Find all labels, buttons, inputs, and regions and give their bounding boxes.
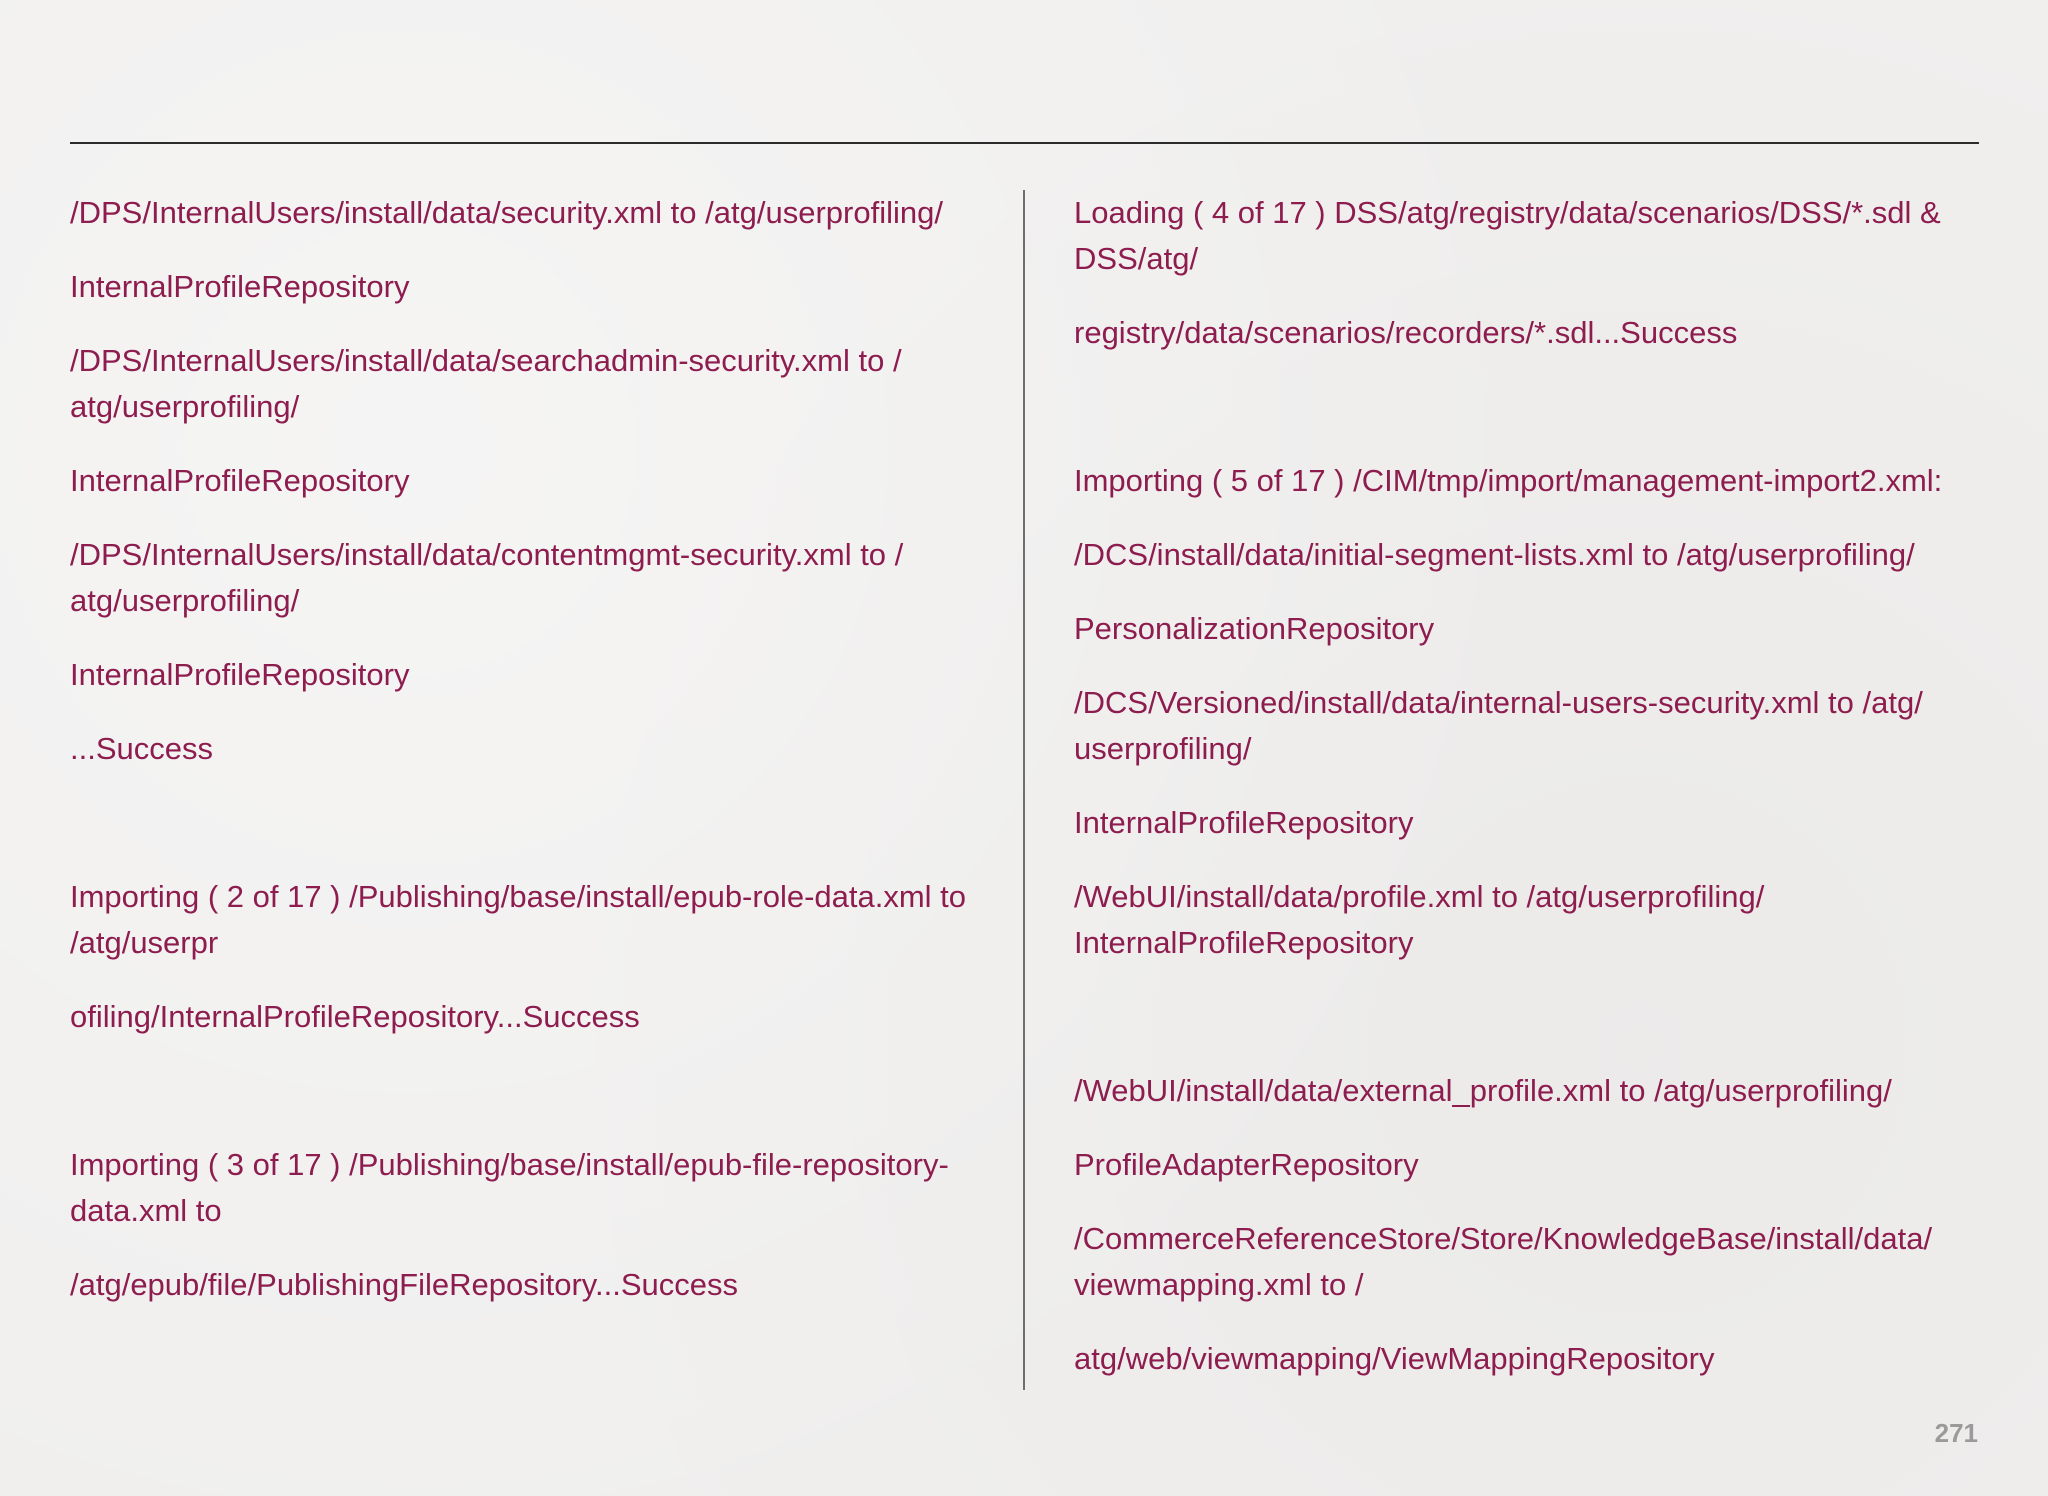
log-line: InternalProfileRepository <box>70 657 410 692</box>
log-line: /WebUI/install/data/profile.xml to /atg/userprofiling/ InternalProfileRepository <box>1074 879 1765 960</box>
log-line: PersonalizationRepository <box>1074 611 1435 646</box>
log-line: Importing ( 2 of 17 ) /Publishing/base/install/epub-role-data.xml to /atg/userpr <box>70 879 967 960</box>
top-rule <box>70 142 1979 144</box>
column-divider <box>1023 190 1025 1390</box>
log-line: registry/data/scenarios/recorders/*.sdl...Success <box>1074 315 1738 350</box>
log-line: InternalProfileRepository <box>70 269 410 304</box>
log-line: Loading ( 4 of 17 ) DSS/atg/registry/data/scenarios/DSS/*.sdl & DSS/atg/ <box>1074 195 1941 276</box>
log-line: /DCS/install/data/initial-segment-lists.xml to /atg/userprofiling/ <box>1074 537 1915 572</box>
log-line: ProfileAdapterRepository <box>1074 1147 1419 1182</box>
log-line: ...Success <box>70 731 213 766</box>
spacer <box>1074 384 1989 458</box>
log-line: /DPS/InternalUsers/install/data/searchadmin-security.xml to / atg/userprofiling/ <box>70 343 902 424</box>
log-line: /DCS/Versioned/install/data/internal-users-security.xml to /atg/ userprofiling/ <box>1074 685 1923 766</box>
log-line: /atg/epub/file/PublishingFileRepository...Success <box>70 1267 738 1302</box>
log-line: InternalProfileRepository <box>70 463 410 498</box>
log-line: ofiling/InternalProfileRepository...Success <box>70 999 640 1034</box>
log-line: /DPS/InternalUsers/install/data/contentmgmt-security.xml to / atg/userprofiling/ <box>70 537 904 618</box>
log-line: /DPS/InternalUsers/install/data/security.xml to /atg/userprofiling/ <box>70 195 943 230</box>
spacer <box>70 800 990 874</box>
log-line: atg/web/viewmapping/ViewMappingRepository <box>1074 1341 1715 1376</box>
log-line: Importing ( 3 of 17 ) /Publishing/base/install/epub-file-repository-data.xml to <box>70 1147 949 1228</box>
right-column <box>1074 190 1989 1410</box>
spacer <box>70 1068 990 1142</box>
log-line: /CommerceReferenceStore/Store/KnowledgeBase/install/data/ viewmapping.xml to / <box>1074 1221 1933 1302</box>
log-line: InternalProfileRepository <box>1074 805 1414 840</box>
page-number: 271 <box>1934 1418 1978 1448</box>
log-line: /WebUI/install/data/external_profile.xml to /atg/userprofiling/ <box>1074 1073 1892 1108</box>
spacer <box>1074 994 1989 1068</box>
log-line: Importing ( 5 of 17 ) /CIM/tmp/import/management-import2.xml: <box>1074 463 1943 498</box>
left-column <box>70 190 990 1336</box>
